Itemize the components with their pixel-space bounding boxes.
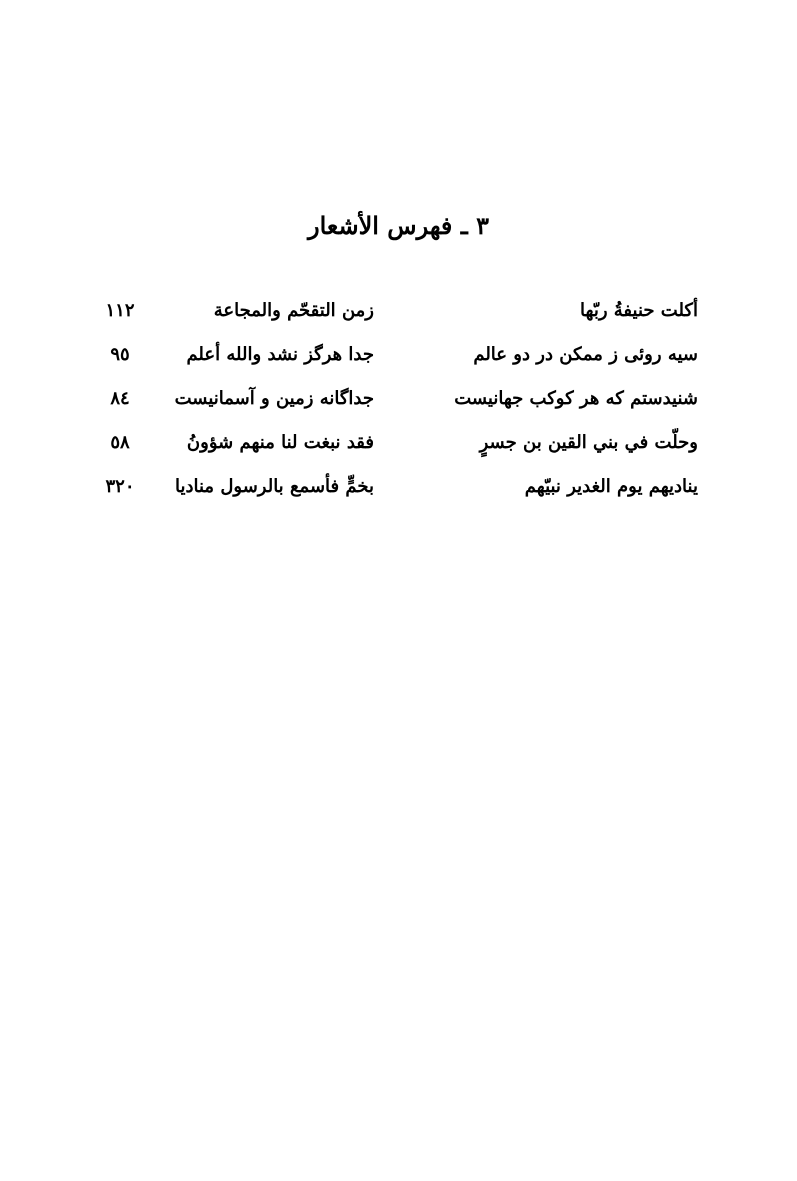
- first-hemistich: يناديهم يوم الغدير نبيّهم: [524, 476, 698, 497]
- poetry-index-list: [90, 296, 698, 516]
- second-hemistich: بخمٍّ فأسمع بالرسول مناديا: [174, 476, 374, 497]
- page-number: ٨٤: [110, 388, 130, 409]
- first-hemistich: أكلت حنيفةُ ربّها: [580, 300, 698, 321]
- second-hemistich: جداگانه زمين و آسمانيست: [174, 388, 374, 409]
- page-title: ٣ ـ فهرس الأشعار: [307, 211, 489, 240]
- page-number: ١١٢: [105, 300, 135, 321]
- index-row: [90, 384, 698, 428]
- index-row: [90, 428, 698, 472]
- page-number: ٣٢٠: [105, 476, 135, 497]
- page-number: ٩٥: [110, 344, 130, 365]
- index-row: [90, 472, 698, 516]
- page-number: ٥٨: [110, 432, 130, 453]
- second-hemistich: زمن التقحّم والمجاعة: [213, 300, 374, 321]
- first-hemistich: شنيدستم كه هر كوكب جهانيست: [454, 388, 698, 409]
- second-hemistich: فقد نبغت لنا منهم شؤونُ: [186, 432, 374, 453]
- first-hemistich: وحلّت في بني القين بن جسرٍ: [479, 432, 698, 453]
- index-row: [90, 296, 698, 340]
- first-hemistich: سيه روئى ز ممكن در دو عالم: [473, 344, 698, 365]
- second-hemistich: جدا هرگز نشد والله أعلم: [186, 344, 374, 365]
- index-row: [90, 340, 698, 384]
